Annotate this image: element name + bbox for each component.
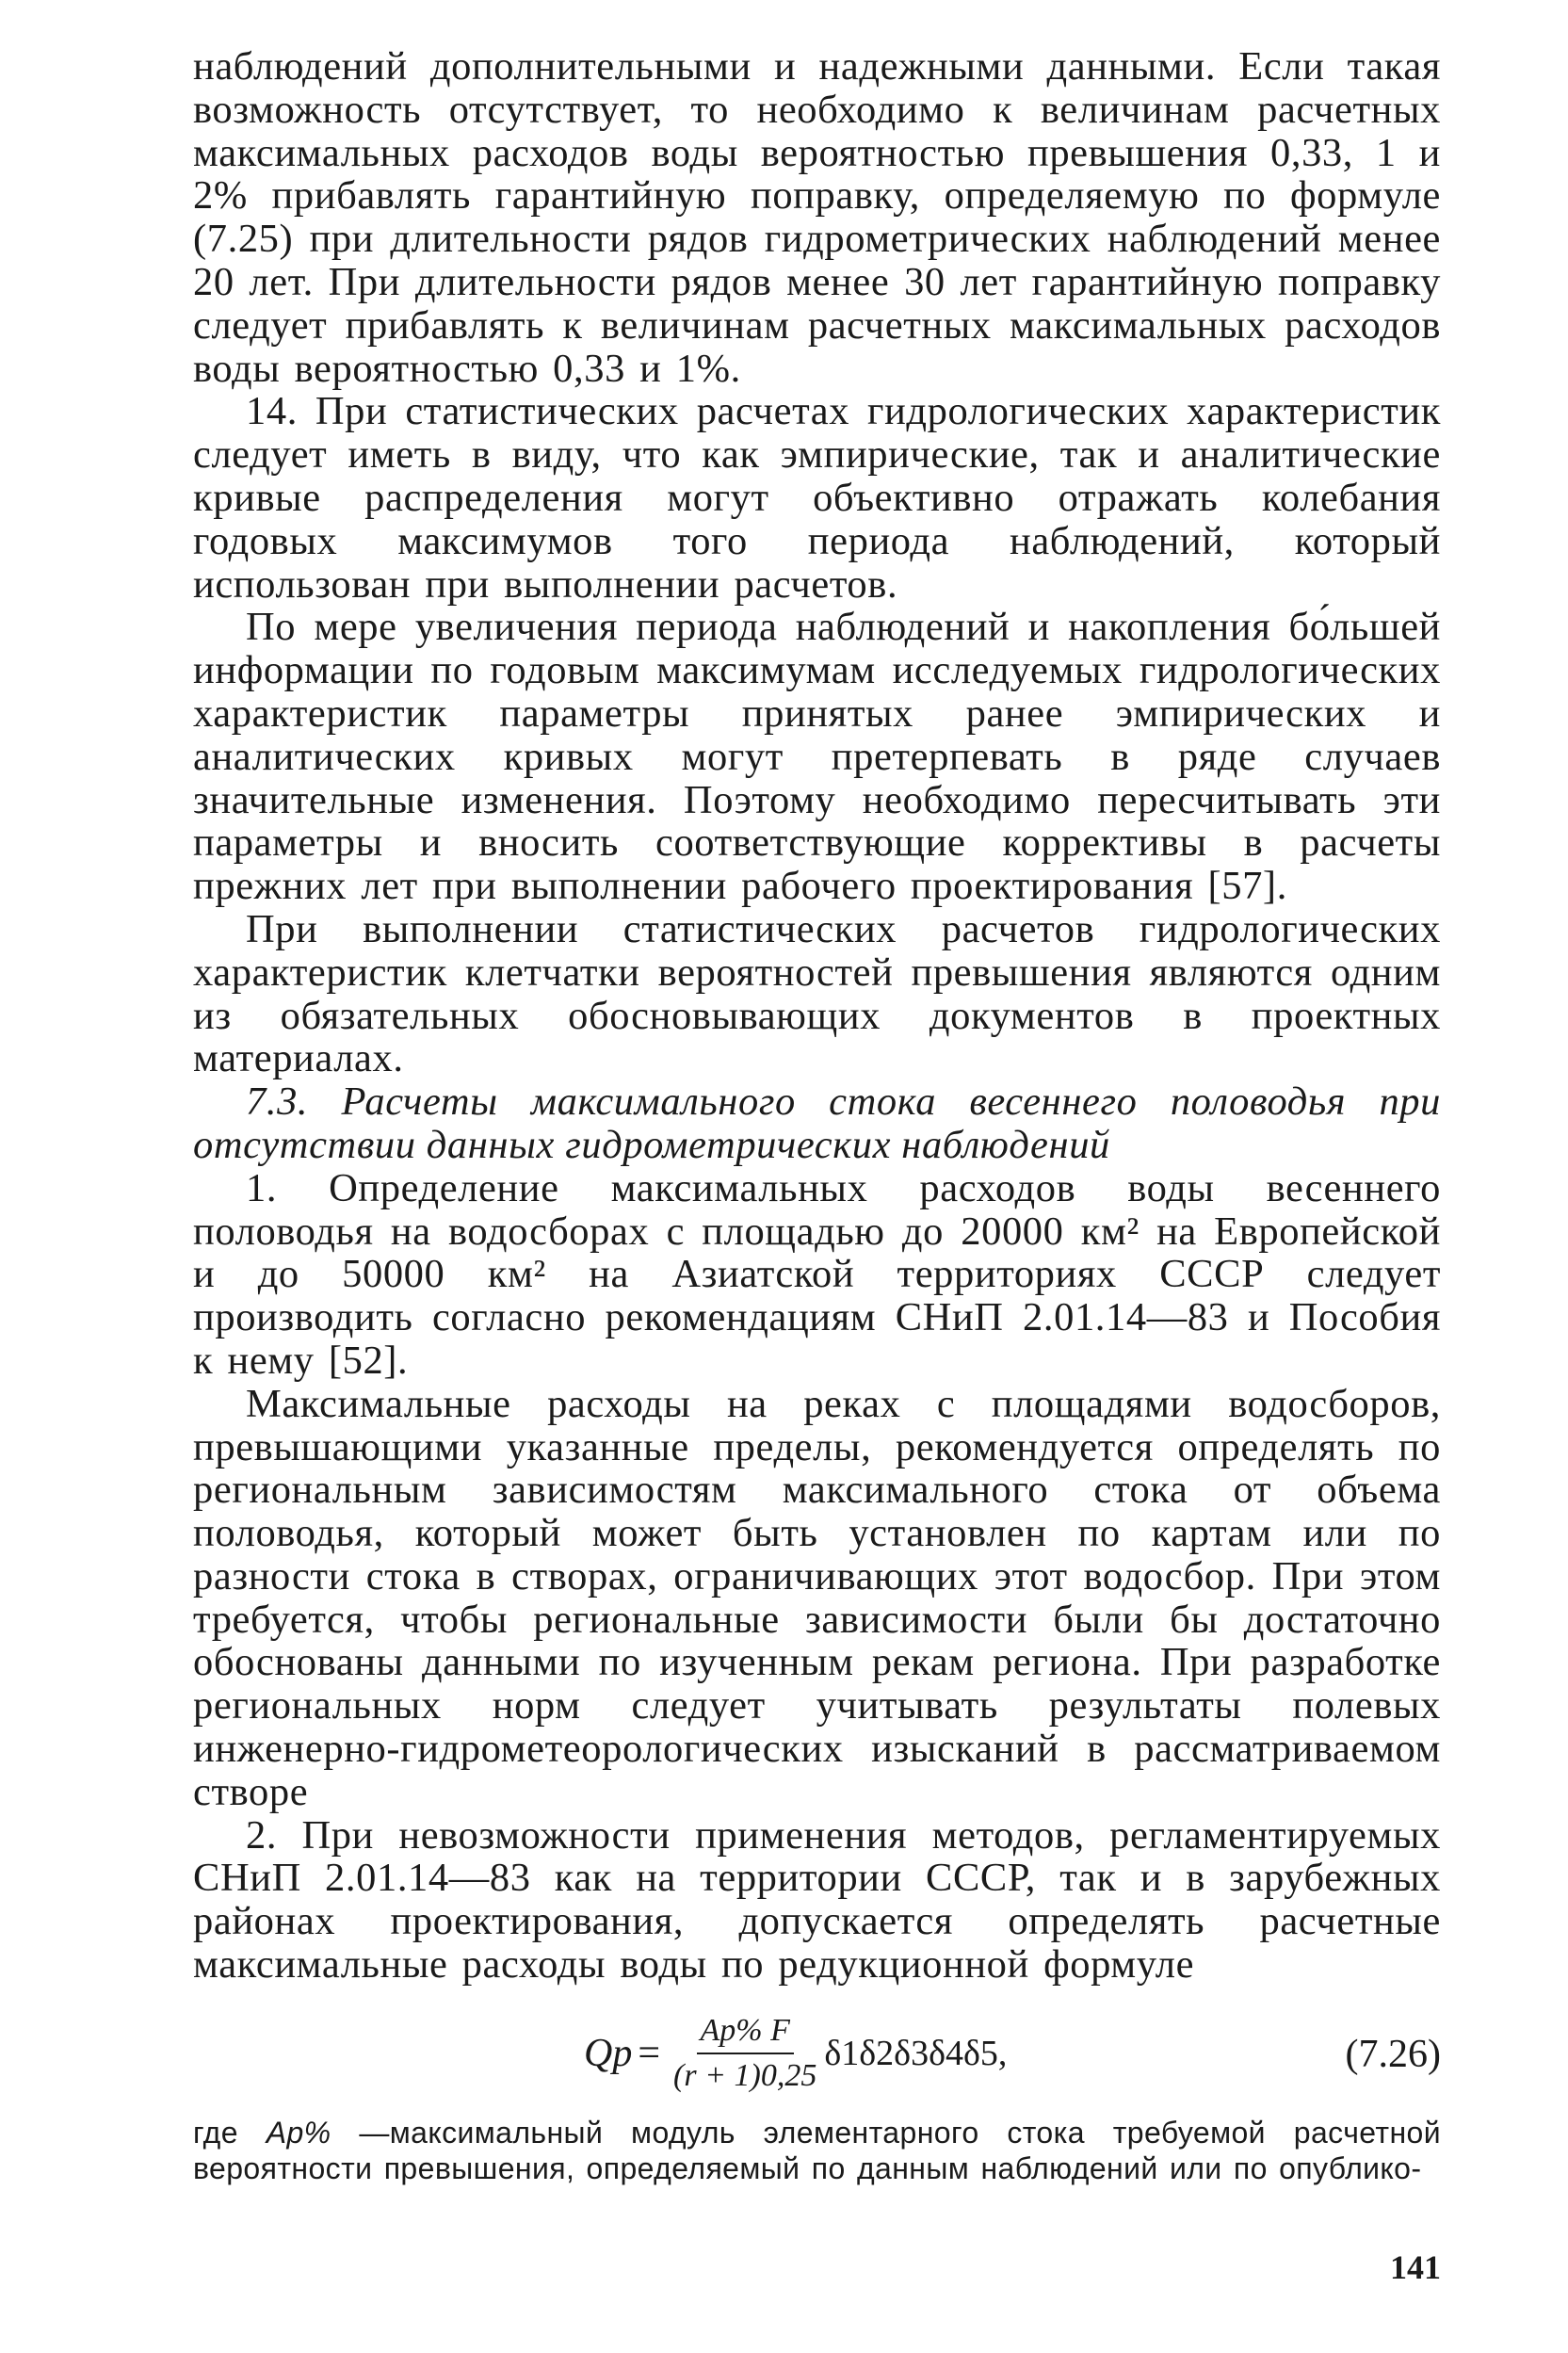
document-page <box>193 45 1441 2287</box>
paragraph-5: 1. Определение максимальных расходов воды весеннего половодья на водосборах с площадью до 20000 км² на Европейской и до 50000 км² на Азиатской территориях СССР следует производить согласно рекомендациям СНиП 2.01.14—83 и Пособия к нему [52]. <box>193 1165 1441 1383</box>
formula-fraction <box>673 2013 816 2094</box>
paragraph-6: Максимальные расходы на реках с площадями водосборов, превышающими указанные пределы, рекомендуется определять по региональным зависимостям максимального стока от объема половодья, который может быть установлен по картам или по разности стока в створах, ограничивающих этот водосбор. При этом требуется, чтобы региональные зависимости были бы достаточно обоснованы данными по изученным рекам региона. При разработке региональных норм следует учитывать результаты полевых инженерно-гидрометеорологических изысканий в рассматриваемом створе <box>193 1381 1441 1814</box>
reduction-formula <box>584 2002 1007 2105</box>
formula-numerator: Ap% F <box>697 2013 794 2054</box>
formula-equals: = <box>638 2031 661 2075</box>
footnote-symbol: Ap% <box>266 2115 331 2150</box>
formula-deltas: δ1δ2δ3δ4δ5, <box>824 2033 1008 2073</box>
footnote <box>193 2115 1441 2186</box>
section-title: 7.3. Расчеты максимального стока весеннего половодья при отсутствии данных гидрометрических наблюдений <box>193 1079 1441 1167</box>
paragraph-7: 2. При невозможности применения методов, регламентируемых СНиП 2.01.14—83 как на территории СССР, так и в зарубежных районах проектирования, допускается определять расчетные максимальные расходы воды по редукционной формуле <box>193 1812 1441 1988</box>
paragraph-4: При выполнении статистических расчетов гидрологических характеристик клетчатки вероятностей превышения являются одним из обязательных обосновывающих документов в проектных материалах. <box>193 906 1441 1081</box>
formula-denominator: (r + 1)0,25 <box>673 2057 817 2093</box>
equation-number: (7.26) <box>1345 2032 1441 2076</box>
footnote-prefix: где <box>193 2115 267 2150</box>
paragraph-1: наблюдений дополнительными и надежными данными. Если такая возможность отсутствует, то необходимо к величинам расчетных максимальных расходов воды вероятностью превышения 0,33, 1 и 2% прибавлять гарантийную поправку, определяемую по формуле (7.25) при длительности рядов гидрометрических наблюдений менее 20 лет. При длительности рядов менее 30 лет гарантийную поправку следует прибавлять к величинам расчетных максимальных расходов воды вероятностью 0,33 и 1%. <box>193 44 1441 391</box>
paragraph-3: По мере увеличения периода наблюдений и накопления бо́льшей информации по годовым максимумам исследуемых гидрологических характеристик параметры принятых ранее эмпирических и аналитических кривых могут претерпевать в ряде случаев значительные изменения. Поэтому необходимо пересчитывать эти параметры и вносить соответствующие коррективы в расчеты прежних лет при выполнении рабочего проектирования [57]. <box>193 605 1441 909</box>
paragraph-2: 14. При статистических расчетах гидрологических характеристик следует иметь в виду, что как эмпирические, так и аналитические кривые распределения могут объективно отражать колебания годовых максимумов того периода наблюдений, который использован при выполнении расчетов. <box>193 389 1441 607</box>
formula-block <box>193 1992 1441 2115</box>
footnote-text: —максимальный модуль элементарного стока требуемой расчетной вероятности превышения, определяемый по данным наблюдений или по опублико- <box>193 2115 1441 2185</box>
page-number: 141 <box>1390 2248 1441 2286</box>
formula-lhs: Qp <box>584 2031 633 2075</box>
